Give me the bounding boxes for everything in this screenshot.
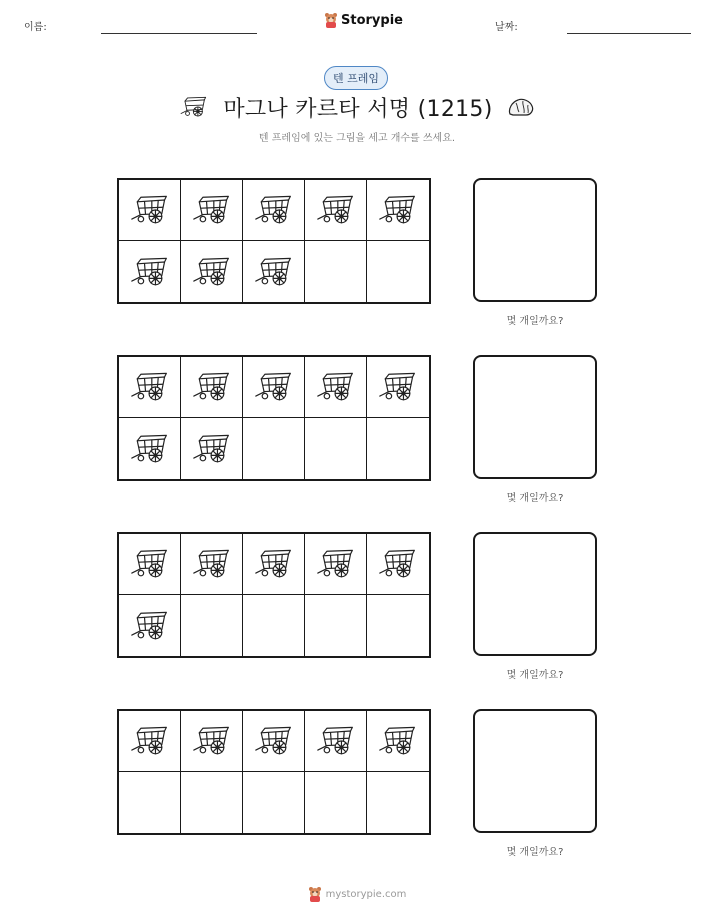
frame-cell	[243, 180, 305, 241]
cart-icon	[130, 725, 170, 757]
cart-icon	[192, 256, 232, 288]
frame-cell	[367, 772, 429, 833]
ten-frame	[117, 355, 431, 481]
instructions: 텐 프레임에 있는 그림을 세고 개수를 쓰세요.	[258, 133, 456, 144]
cart-icon	[179, 96, 209, 118]
frame-cell	[119, 241, 181, 302]
question-label: 몇 개일까요?	[506, 493, 564, 504]
frame-cell	[243, 772, 305, 833]
frame-cell	[305, 595, 367, 656]
cart-icon	[130, 194, 170, 226]
frame-cell	[305, 711, 367, 772]
frame-cell	[305, 241, 367, 302]
name-label: 이름:	[24, 22, 47, 33]
title-row	[0, 90, 714, 124]
answer-box[interactable]	[473, 178, 597, 302]
frame-cell	[305, 180, 367, 241]
frame-cell	[119, 357, 181, 418]
frame-cell	[181, 180, 243, 241]
brand-logo	[324, 12, 403, 28]
frame-cell	[119, 534, 181, 595]
rock-icon	[507, 96, 535, 118]
footer-url: mystorypie.com	[325, 888, 407, 900]
bear-mascot-icon	[324, 12, 338, 28]
cart-icon	[192, 548, 232, 580]
brand-name: Storypie	[341, 12, 403, 28]
cart-icon	[130, 610, 170, 642]
frame-cell	[367, 711, 429, 772]
cart-icon	[316, 371, 356, 403]
frame-cell	[243, 357, 305, 418]
frame-cell	[367, 357, 429, 418]
frame-cell	[367, 418, 429, 479]
frame-cell	[305, 772, 367, 833]
cart-icon	[192, 194, 232, 226]
frame-cell	[305, 418, 367, 479]
frame-cell	[119, 180, 181, 241]
frame-cell	[181, 357, 243, 418]
frame-cell	[305, 357, 367, 418]
frame-cell	[367, 180, 429, 241]
cart-icon	[316, 725, 356, 757]
footer	[0, 884, 714, 904]
frame-cell	[243, 418, 305, 479]
name-line[interactable]	[101, 33, 257, 34]
topic-badge: 텐 프레임	[324, 66, 388, 90]
answer-box[interactable]	[473, 709, 597, 833]
question-label: 몇 개일까요?	[506, 316, 564, 327]
cart-icon	[130, 371, 170, 403]
cart-icon	[130, 256, 170, 288]
cart-icon	[378, 371, 418, 403]
frame-cell	[305, 534, 367, 595]
cart-icon	[254, 194, 294, 226]
frame-cell	[367, 241, 429, 302]
date-line[interactable]	[567, 33, 691, 34]
cart-icon	[254, 256, 294, 288]
cart-icon	[130, 433, 170, 465]
ten-frame	[117, 178, 431, 304]
cart-icon	[254, 725, 294, 757]
frame-cell	[181, 241, 243, 302]
bear-mascot-icon	[308, 886, 322, 902]
frame-cell	[367, 595, 429, 656]
frame-cell	[181, 534, 243, 595]
cart-icon	[192, 725, 232, 757]
frame-cell	[181, 595, 243, 656]
question-label: 몇 개일까요?	[506, 847, 564, 858]
frame-cell	[119, 595, 181, 656]
cart-icon	[192, 433, 232, 465]
cart-icon	[130, 548, 170, 580]
frame-cell	[119, 772, 181, 833]
cart-icon	[254, 371, 294, 403]
frame-cell	[181, 772, 243, 833]
frame-cell	[181, 711, 243, 772]
cart-icon	[316, 194, 356, 226]
cart-icon	[192, 371, 232, 403]
frame-cell	[119, 711, 181, 772]
ten-frame	[117, 532, 431, 658]
frame-cell	[367, 534, 429, 595]
frame-cell	[243, 595, 305, 656]
frame-cell	[243, 534, 305, 595]
answer-box[interactable]	[473, 355, 597, 479]
cart-icon	[254, 548, 294, 580]
frame-cell	[119, 418, 181, 479]
cart-icon	[316, 548, 356, 580]
answer-box[interactable]	[473, 532, 597, 656]
cart-icon	[378, 548, 418, 580]
frame-cell	[181, 418, 243, 479]
ten-frame	[117, 709, 431, 835]
cart-icon	[378, 725, 418, 757]
date-label: 날짜:	[495, 22, 518, 33]
frame-cell	[243, 241, 305, 302]
page-title: 마그나 카르타 서명 (1215)	[223, 96, 493, 122]
frame-cell	[243, 711, 305, 772]
question-label: 몇 개일까요?	[506, 670, 564, 681]
cart-icon	[378, 194, 418, 226]
